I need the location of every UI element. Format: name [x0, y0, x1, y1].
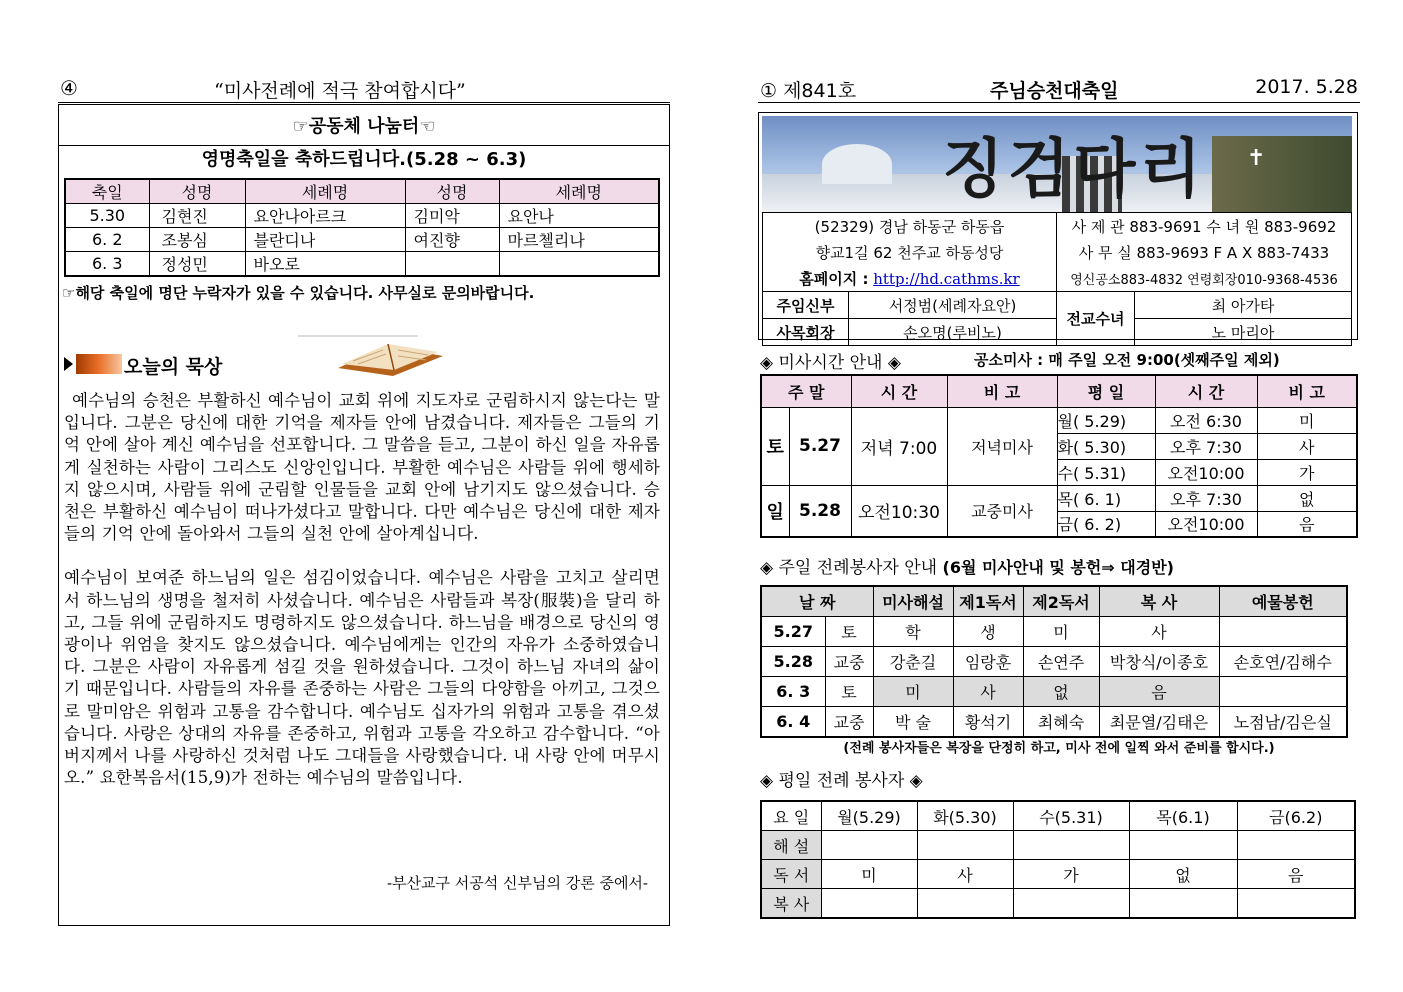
week-header: 목(6.1) [1129, 801, 1237, 831]
phone-line-1: 사 제 관 883-9691 수 녀 원 883-9692 [1057, 213, 1352, 240]
weekday-day: 목( 6. 1) [1057, 485, 1155, 511]
table-row [761, 889, 1355, 919]
table-row [761, 617, 1347, 647]
weekend-time: 오전10:30 [851, 485, 947, 537]
phone-line-3: 영신공소883-4832 연령회장010-9368-4536 [1057, 265, 1352, 292]
service-date: 5.27 [761, 617, 825, 647]
weekday-service-table [760, 800, 1356, 919]
week-header: 수(5.31) [1013, 801, 1129, 831]
service-header: 날 짜 [761, 586, 873, 617]
week-header: 화(5.30) [917, 801, 1013, 831]
slogan: “미사전례에 적극 참여합시다” [214, 80, 466, 102]
service-cell: 임랑훈 [953, 647, 1023, 677]
week-role: 복 사 [761, 889, 821, 919]
baptism-name: 마르첼리나 [499, 228, 659, 252]
bulletin-title: 징검다리 [942, 133, 1206, 207]
sister-label: 전교수녀 [1057, 292, 1135, 346]
council-label: 사목회장 [763, 319, 849, 346]
community-title: ☞공동체 나눔터☜ [292, 116, 436, 137]
mass-header: 시 간 [1155, 375, 1257, 407]
notice-text: ☞해당 축일에 명단 누락자가 있을 수 있습니다. 사무실로 문의바랍니다. [62, 284, 535, 302]
weekend-note: 저녁미사 [947, 407, 1057, 485]
mass-header: 비 고 [947, 375, 1057, 407]
service-date: 5.28 [761, 647, 825, 677]
weekday-time: 오후 7:30 [1155, 485, 1257, 511]
council-name: 손오명(루비노) [849, 319, 1057, 346]
mission-mass-note: 공소미사 : 매 주일 오전 9:00(셋째주일 제외) [974, 351, 1280, 369]
meditation-label-bar [64, 352, 234, 376]
weekday-time: 오후 7:30 [1155, 433, 1257, 459]
weekday-note: 미 [1257, 407, 1357, 433]
baptism-name: 블란디나 [245, 228, 405, 252]
sister-name: 노 마리아 [1135, 319, 1352, 346]
service-cell: 없 [1023, 677, 1099, 707]
baptism-name: 요안나 [499, 204, 659, 228]
week-cell: 없 [1129, 860, 1237, 889]
service-table [760, 585, 1348, 738]
mass-time-heading: ◈ 미사시간 안내 ◈ [760, 353, 901, 373]
week-role: 해 설 [761, 831, 821, 860]
week-cell [1013, 831, 1129, 860]
weekend-note: 교중미사 [947, 485, 1057, 537]
service-cell: 생 [953, 617, 1023, 647]
baptism-name: 요안나아르크 [245, 204, 405, 228]
baptism-name [499, 252, 659, 277]
mass-header: 주 말 [761, 375, 851, 407]
week-cell [917, 831, 1013, 860]
baptism-name: 바오로 [245, 252, 405, 277]
service-cell: 최혜숙 [1023, 707, 1099, 738]
week-role: 독 서 [761, 860, 821, 889]
table-row [65, 204, 659, 228]
week-header: 금(6.2) [1237, 801, 1355, 831]
person-name [405, 252, 499, 277]
service-cell: 강춘길 [873, 647, 953, 677]
table-row [761, 707, 1347, 738]
feast-name-table [64, 178, 660, 277]
weekend-day: 일 [761, 485, 789, 537]
meditation-paragraph-1: 예수님의 승천은 부활하신 예수님이 교회 위에 지도자로 군림하시지 않는다는 말입니다. 그분은 당신에 대한 기억을 제자들 안에 남겼습니다. 제자들은 그들의 기억 안에 살아 계신 예수님을 선포합니다. 그 말씀을 듣고, 그분이 하신 일을 자유롭게 실천하는 사람이 그리스도 신앙인입니다. 부활한 예수님은 사람들 위에 행세하지 않으시며, 사람들 위에 군림할 인물들을 교회 안에 남기지도 않으셨습니다. 승천은 부활하신 예수님이 떠나가셨다고 말합니다. 다만 예수님은 당신에 대한 제자들의 기억 안에 돌아와서 그들의 실천 안에 살아계십니다. [64, 391, 660, 544]
weekend-time: 저녁 7:00 [851, 407, 947, 485]
feast-day-name: 주님승천대축일 [990, 80, 1119, 102]
service-header: 복 사 [1099, 586, 1219, 617]
service-cell: 박창식/이종호 [1099, 647, 1219, 677]
table-row [761, 677, 1347, 707]
week-cell [821, 889, 917, 919]
parish-info-table [762, 212, 1352, 346]
service-type: 토 [825, 677, 873, 707]
service-heading: ◈ 주일 전례봉사자 안내 [760, 558, 938, 578]
service-cell: 사 [1099, 617, 1219, 647]
service-cell: 손호연/김해수 [1219, 647, 1347, 677]
statue [822, 144, 892, 184]
service-type: 교중 [825, 707, 873, 738]
orange-bar [76, 354, 122, 374]
weekend-date: 5.27 [789, 407, 851, 485]
mass-header: 평 일 [1057, 375, 1155, 407]
table-row [65, 252, 659, 277]
weekday-day: 월( 5.29) [1057, 407, 1155, 433]
feast-day-title: 영명축일을 축하드립니다.(5.28 ~ 6.3) [58, 145, 670, 174]
table-row [65, 228, 659, 252]
mass-header: 시 간 [851, 375, 947, 407]
service-date: 6. 3 [761, 677, 825, 707]
week-header: 월(5.29) [821, 801, 917, 831]
service-type: 토 [825, 617, 873, 647]
feast-header: 성명 [405, 179, 499, 204]
weekday-note: 없 [1257, 485, 1357, 511]
weekday-note: 가 [1257, 459, 1357, 485]
service-header: 제2독서 [1023, 586, 1099, 617]
service-cell: 음 [1099, 677, 1219, 707]
service-footnote: (전례 봉사자들은 복장을 단정히 하고, 미사 전에 일찍 와서 준비를 합시다.) [843, 741, 1275, 756]
service-cell: 학 [873, 617, 953, 647]
week-cell: 사 [917, 860, 1013, 889]
feast-header: 세례명 [499, 179, 659, 204]
banner-image [762, 116, 1352, 212]
service-header: 미사해설 [873, 586, 953, 617]
service-cell: 미 [1023, 617, 1099, 647]
table-row [761, 860, 1355, 889]
weekday-time: 오전10:00 [1155, 511, 1257, 537]
service-header: 제1독서 [953, 586, 1023, 617]
weekend-date: 5.28 [789, 485, 851, 537]
weekday-day: 화( 5.30) [1057, 433, 1155, 459]
phone-line-2: 사 무 실 883-9693 F A X 883-7433 [1057, 239, 1352, 265]
feast-date: 5.30 [65, 204, 149, 228]
weekday-note: 음 [1257, 511, 1357, 537]
weekday-service-heading: ◈ 평일 전례 봉사자 ◈ [760, 771, 923, 791]
homepage-label: 홈페이지 : [799, 269, 869, 288]
person-name: 조봉심 [149, 228, 245, 252]
service-date: 6. 4 [761, 707, 825, 738]
week-cell [821, 831, 917, 860]
week-cell: 가 [1013, 860, 1129, 889]
cross-icon: ✝ [1247, 146, 1266, 171]
service-cell: 손연주 [1023, 647, 1099, 677]
service-cell [1219, 617, 1347, 647]
open-book-icon [298, 326, 448, 378]
page-number: ④ [60, 76, 78, 100]
sister-name: 최 아가타 [1135, 292, 1352, 319]
right-page-header [758, 76, 1360, 103]
pastor-name: 서정범(세례자요안) [849, 292, 1057, 319]
service-type: 교중 [825, 647, 873, 677]
meditation-body [64, 390, 660, 789]
pastor-label: 주임신부 [763, 292, 849, 319]
tree [1212, 136, 1352, 212]
service-cell: 최문열/김태은 [1099, 707, 1219, 738]
meditation-label: 오늘의 묵상 [124, 356, 223, 378]
address-line-1: (52329) 경남 하동군 하동읍 [763, 213, 1057, 240]
person-name: 김현진 [149, 204, 245, 228]
meditation-source: -부산교구 서공석 신부님의 강론 중에서- [386, 874, 648, 892]
service-cell: 사 [953, 677, 1023, 707]
service-cell: 황석기 [953, 707, 1023, 738]
person-name: 김미악 [405, 204, 499, 228]
homepage-row [763, 265, 1057, 292]
week-cell [917, 889, 1013, 919]
feast-header: 축일 [65, 179, 149, 204]
feast-date: 6. 3 [65, 252, 149, 277]
address-line-2: 향교1길 62 천주교 하동성당 [763, 239, 1057, 265]
table-row [761, 831, 1355, 860]
person-name: 여진향 [405, 228, 499, 252]
meditation-paragraph-2: 예수님이 보여준 하느님의 일은 섬김이었습니다. 예수님은 사람을 고치고 살리면서 하느님의 생명을 철저히 사셨습니다. 예수님은 사람들과 복장(服裝)을 달리 하고, 그들 위에 군림하지도 명령하지도 않으셨습니다. 하느님을 배경으로 당신의 영광이나 위엄을 찾지도 않으셨습니다. 예수님에게는 인간의 자유가 소중하였습니다. 그분은 사람이 자유롭게 섬길 것을 원하셨습니다. 그것이 하느님 자녀의 삶이기 때문입니다. 사람들의 자유를 존중하는 사람은 그들의 다양함을 아끼고, 그것으로 말미암은 위험과 고통을 감수합니다. 예수님도 십자가의 위험과 고통을 겪으셨습니다. 사랑은 상대의 자유를 존중하고, 위험과 고통을 각오하고 감수합니다. “아버지께서 나를 사랑하신 것처럼 나도 그대들을 사랑했습니다. 내 사랑 안에 머무시오.” 요한복음서(15,9)가 전하는 예수님의 말씀입니다. [64, 568, 660, 788]
service-heading-row [760, 553, 1358, 578]
mass-time-heading-row [760, 348, 1358, 373]
week-cell [1237, 889, 1355, 919]
person-name: 정성민 [149, 252, 245, 277]
week-cell [1237, 831, 1355, 860]
weekday-time: 오전10:00 [1155, 459, 1257, 485]
service-cell: 박 술 [873, 707, 953, 738]
weekday-day: 수( 5.31) [1057, 459, 1155, 485]
left-page-header [58, 76, 670, 103]
mass-header: 비 고 [1257, 375, 1357, 407]
weekday-time: 오전 6:30 [1155, 407, 1257, 433]
week-header: 요 일 [761, 801, 821, 831]
feast-header: 성명 [149, 179, 245, 204]
table-row [761, 647, 1347, 677]
feast-header: 세례명 [245, 179, 405, 204]
weekday-note: 사 [1257, 433, 1357, 459]
week-cell [1129, 889, 1237, 919]
service-header: 예물봉헌 [1219, 586, 1347, 617]
week-cell: 음 [1237, 860, 1355, 889]
bulletin-date: 2017. 5.28 [1255, 76, 1358, 98]
week-cell [1013, 889, 1129, 919]
weekday-day: 금( 6. 2) [1057, 511, 1155, 537]
week-cell [1129, 831, 1237, 860]
week-cell: 미 [821, 860, 917, 889]
service-cell: 노점남/김은실 [1219, 707, 1347, 738]
service-heading-note: (6월 미사안내 및 봉헌⇒ 대경반) [942, 558, 1174, 577]
feast-date: 6. 2 [65, 228, 149, 252]
issue-number: ① 제841호 [760, 80, 857, 102]
service-cell: 미 [873, 677, 953, 707]
homepage-link[interactable]: http://hd.cathms.kr [873, 269, 1020, 288]
triangle-icon [64, 357, 73, 371]
mass-time-table [760, 374, 1358, 538]
weekend-day: 토 [761, 407, 789, 485]
service-cell [1219, 677, 1347, 707]
